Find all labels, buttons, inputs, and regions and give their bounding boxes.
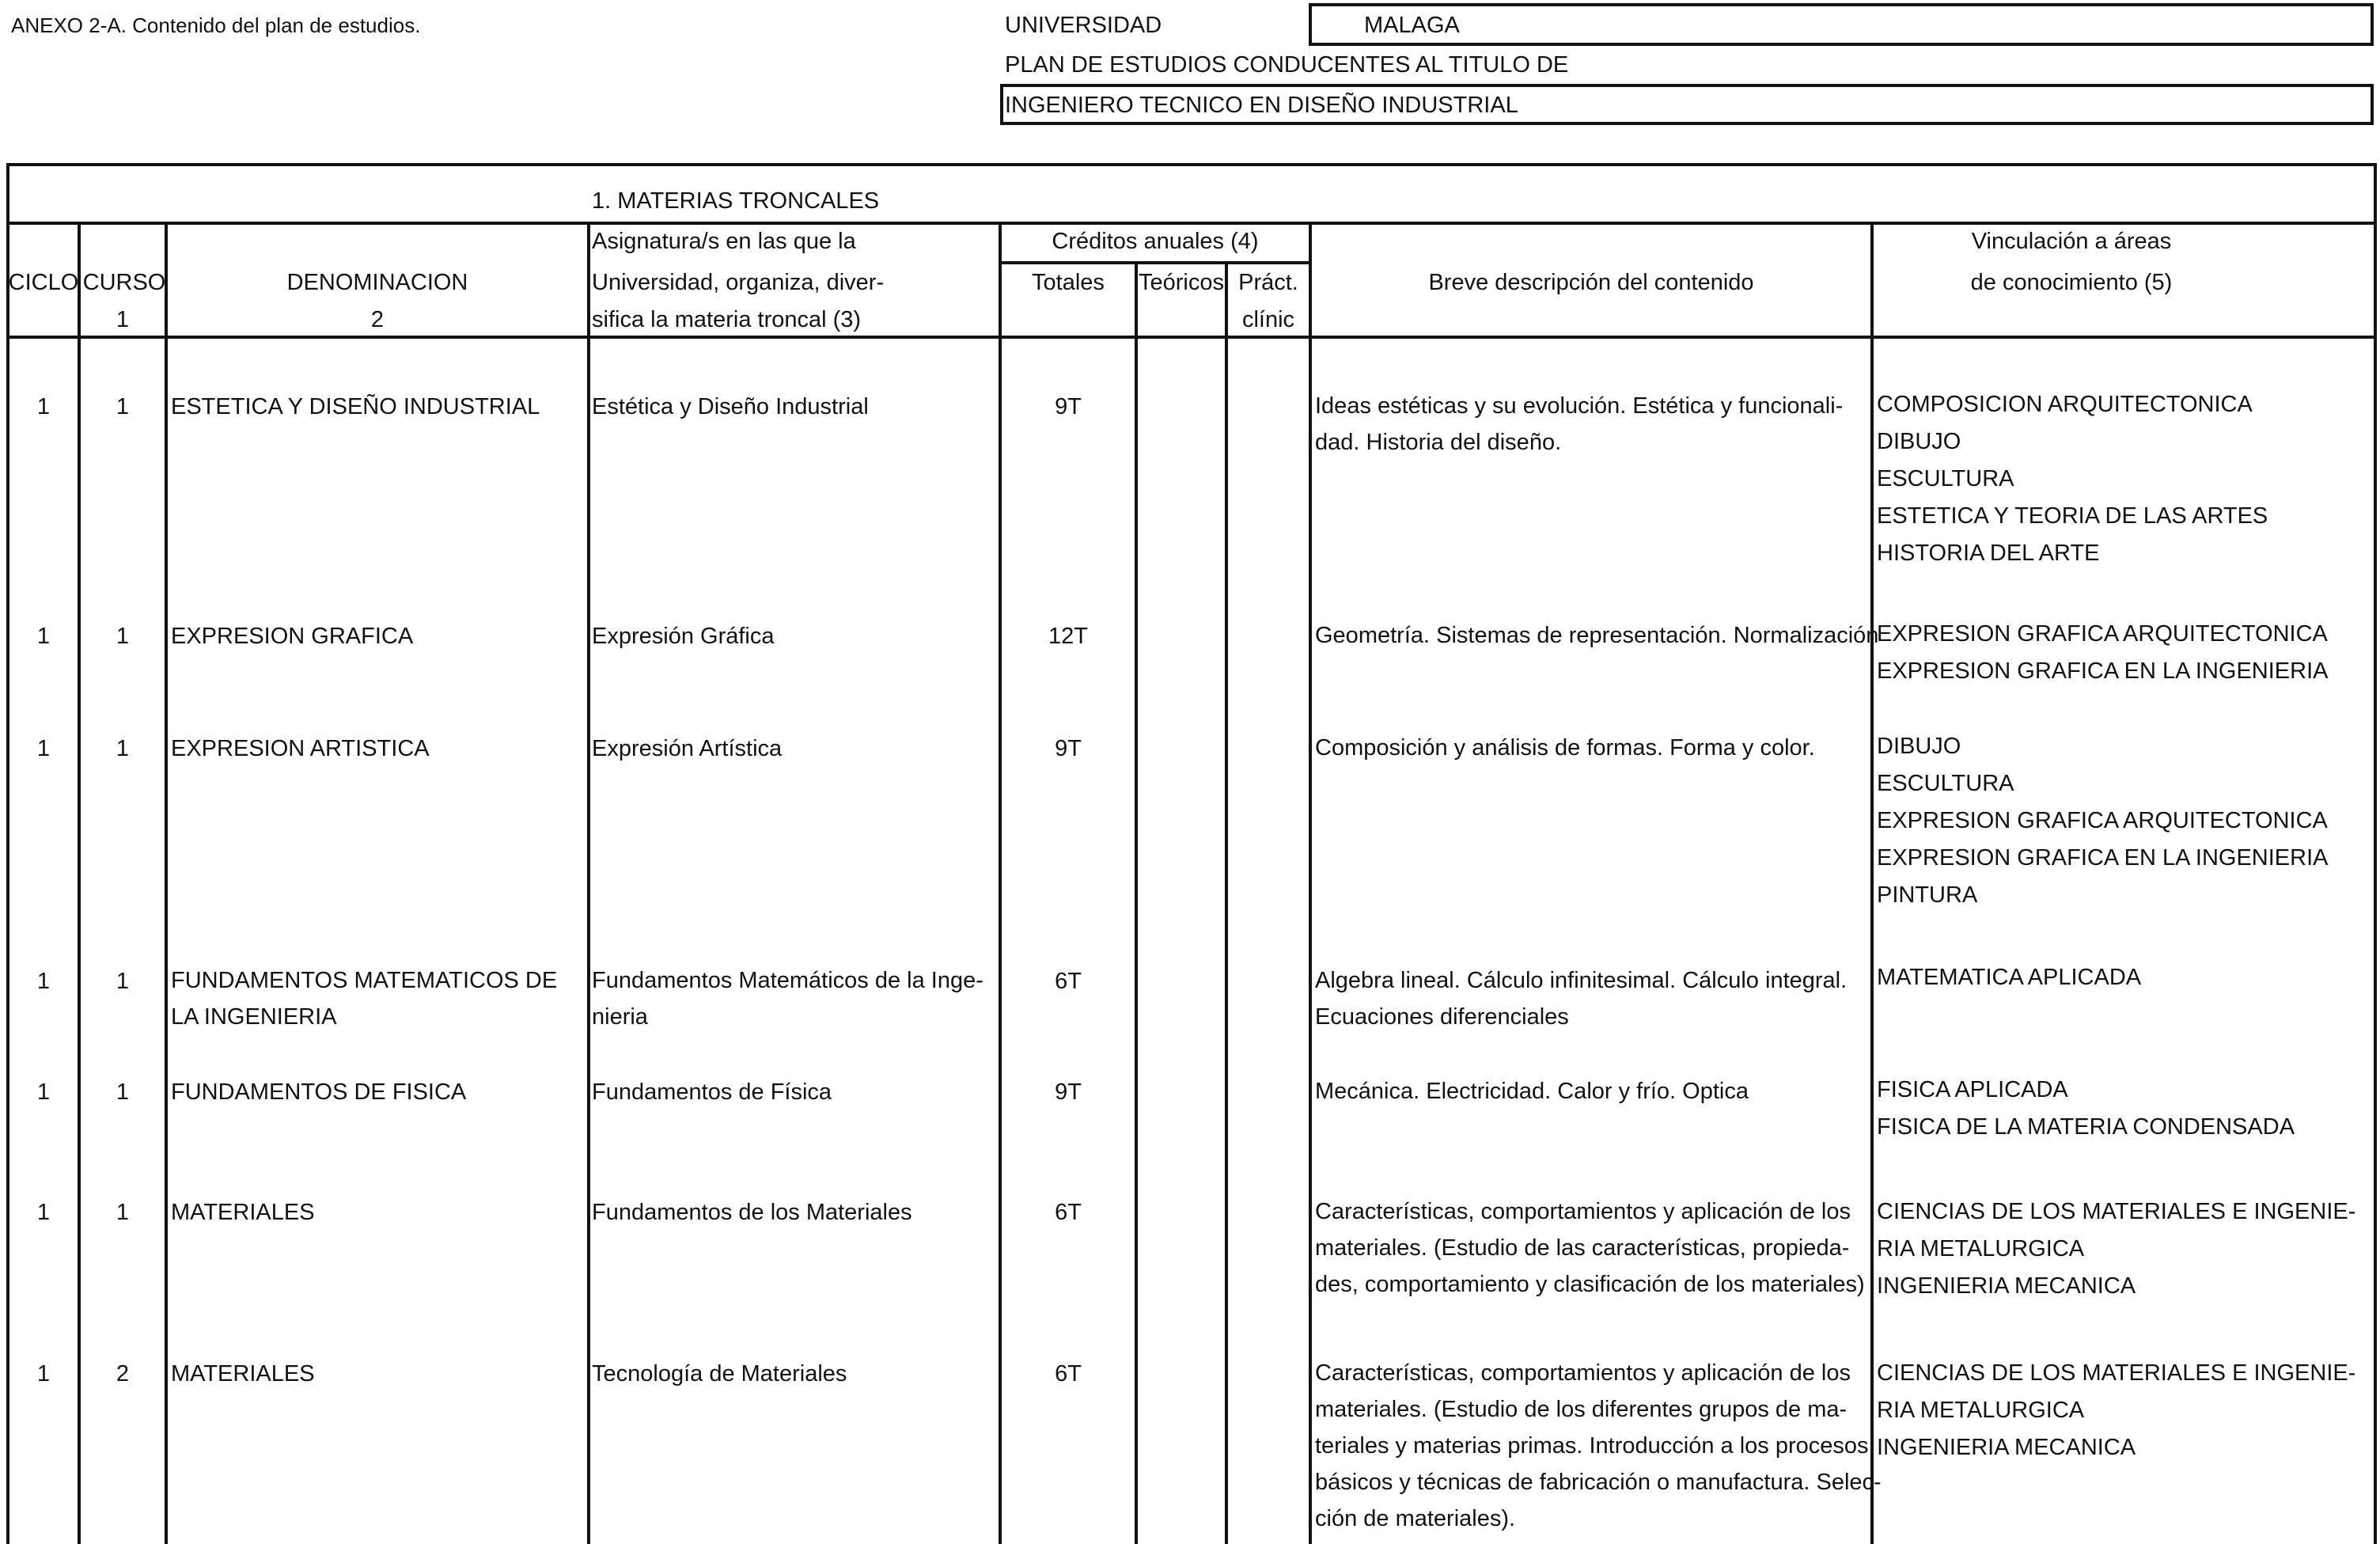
- row-denominacion: EXPRESION GRAFICA: [171, 624, 414, 649]
- row-totales: 6T: [1055, 969, 1082, 994]
- header-teoricos: Teóricos: [1139, 270, 1224, 295]
- row-descripcion: Mecánica. Electricidad. Calor y frío. Optica: [1315, 1079, 1749, 1104]
- row-denominacion: ESTETICA Y DISEÑO INDUSTRIAL: [171, 394, 540, 419]
- row-areas: COMPOSICION ARQUITECTONICA DIBUJO ESCULTURA ESTETICA Y TEORIA DE LAS ARTES HISTORIA DEL ARTE: [1877, 392, 2268, 566]
- row-ciclo: 1: [36, 736, 51, 761]
- row-curso: 1: [116, 1079, 130, 1105]
- row-denominacion: MATERIALES: [171, 1361, 315, 1387]
- header-creditos: Créditos anuales (4): [1052, 229, 1259, 254]
- row-curso: 1: [116, 736, 130, 761]
- row-areas: MATEMATICA APLICADA: [1877, 965, 2142, 990]
- row-curso: 1: [116, 1200, 130, 1225]
- row-curso: 1: [116, 394, 130, 419]
- header-vinculacion-line1: Vinculación a áreas: [1971, 229, 2172, 254]
- header-curso: CURSO: [82, 270, 166, 295]
- row-totales: 6T: [1055, 1200, 1082, 1225]
- row-ciclo: 1: [36, 1361, 51, 1387]
- header-descripcion: Breve descripción del contenido: [1428, 270, 1754, 295]
- header-vinculacion-line2: de conocimiento (5): [1970, 270, 2173, 295]
- row-asignatura: Estética y Diseño Industrial: [592, 394, 869, 419]
- header-denominacion-number: 2: [370, 307, 385, 332]
- row-denominacion: EXPRESION ARTISTICA: [171, 736, 430, 761]
- plan-label: PLAN DE ESTUDIOS CONDUCENTES AL TITULO DE: [1005, 52, 1569, 78]
- row-areas: FISICA APLICADA FISICA DE LA MATERIA CONDENSADA: [1877, 1077, 2295, 1140]
- row-areas: EXPRESION GRAFICA ARQUITECTONICA EXPRESION GRAFICA EN LA INGENIERIA: [1877, 621, 2329, 684]
- header-curso-number: 1: [116, 307, 130, 332]
- header-clinicos: clínic: [1241, 307, 1295, 332]
- header-ciclo: CICLO: [8, 270, 79, 295]
- row-areas: DIBUJO ESCULTURA EXPRESION GRAFICA ARQUITECTONICA EXPRESION GRAFICA EN LA INGENIERIA PINTURA: [1877, 734, 2329, 908]
- row-ciclo: 1: [36, 394, 51, 419]
- header-practicos: Práct.: [1238, 270, 1298, 295]
- university-label: UNIVERSIDAD: [1005, 13, 1162, 38]
- row-denominacion: MATERIALES: [171, 1200, 315, 1225]
- section-title: 1. MATERIAS TRONCALES: [592, 188, 880, 214]
- row-curso: 1: [116, 969, 130, 994]
- row-curso: 2: [116, 1361, 130, 1387]
- row-ciclo: 1: [36, 1200, 51, 1225]
- university-box: [1309, 3, 2374, 46]
- header-totales: Totales: [1032, 270, 1105, 295]
- row-asignatura: Expresión Artística: [592, 736, 783, 761]
- row-asignatura: Fundamentos Matemáticos de la Inge- nieria: [592, 968, 983, 1030]
- row-totales: 6T: [1055, 1361, 1082, 1387]
- row-ciclo: 1: [36, 1079, 51, 1105]
- degree-value: INGENIERO TECNICO EN DISEÑO INDUSTRIAL: [1005, 93, 1518, 118]
- header-asignatura-line1: Asignatura/s en las que la: [592, 229, 856, 254]
- header-asignatura-line3: sifica la materia troncal (3): [592, 307, 862, 332]
- row-totales: 9T: [1055, 394, 1082, 419]
- row-asignatura: Expresión Gráfica: [592, 624, 775, 649]
- university-value: MALAGA: [1364, 13, 1460, 38]
- row-descripcion: Características, comportamientos y aplicación de los materiales. (Estudio de los diferentes grupos de ma- teriales y materias primas. Introducción a los procesos básicos y técnicas de fabricación o manufactura. Selec- ción de materiales).: [1315, 1360, 1882, 1531]
- row-asignatura: Fundamentos de Física: [592, 1079, 832, 1105]
- row-areas: CIENCIAS DE LOS MATERIALES E INGENIE- RIA METALURGICA INGENIERIA MECANICA: [1877, 1360, 2356, 1460]
- row-descripcion: Algebra lineal. Cálculo infinitesimal. Cálculo integral. Ecuaciones diferenciales: [1315, 968, 1848, 1030]
- header-asignatura-line2: Universidad, organiza, diver-: [592, 270, 885, 295]
- row-ciclo: 1: [36, 624, 51, 649]
- row-totales: 9T: [1055, 736, 1082, 761]
- row-descripcion: Composición y análisis de formas. Forma y color.: [1315, 735, 1815, 761]
- row-asignatura: Fundamentos de los Materiales: [592, 1200, 912, 1225]
- annex-title: ANEXO 2-A. Contenido del plan de estudios.: [11, 13, 421, 37]
- row-totales: 9T: [1055, 1079, 1082, 1105]
- row-areas: CIENCIAS DE LOS MATERIALES E INGENIE- RIA METALURGICA INGENIERIA MECANICA: [1877, 1199, 2356, 1299]
- row-asignatura: Tecnología de Materiales: [592, 1361, 847, 1387]
- header-denominacion: DENOMINACION: [286, 270, 468, 295]
- row-denominacion: FUNDAMENTOS MATEMATICOS DE LA INGENIERIA: [171, 968, 558, 1030]
- row-denominacion: FUNDAMENTOS DE FISICA: [171, 1079, 467, 1105]
- row-totales: 12T: [1048, 624, 1088, 649]
- row-descripcion: Ideas estéticas y su evolución. Estética y funcionali- dad. Historia del diseño.: [1315, 393, 1844, 455]
- row-descripcion: Características, comportamientos y aplicación de los materiales. (Estudio de las características, propieda- des, comportamiento y clasificación de los materiales): [1315, 1199, 1865, 1297]
- row-descripcion: Geometría. Sistemas de representación. Normalización: [1315, 623, 1879, 648]
- row-curso: 1: [116, 624, 130, 649]
- row-ciclo: 1: [36, 969, 51, 994]
